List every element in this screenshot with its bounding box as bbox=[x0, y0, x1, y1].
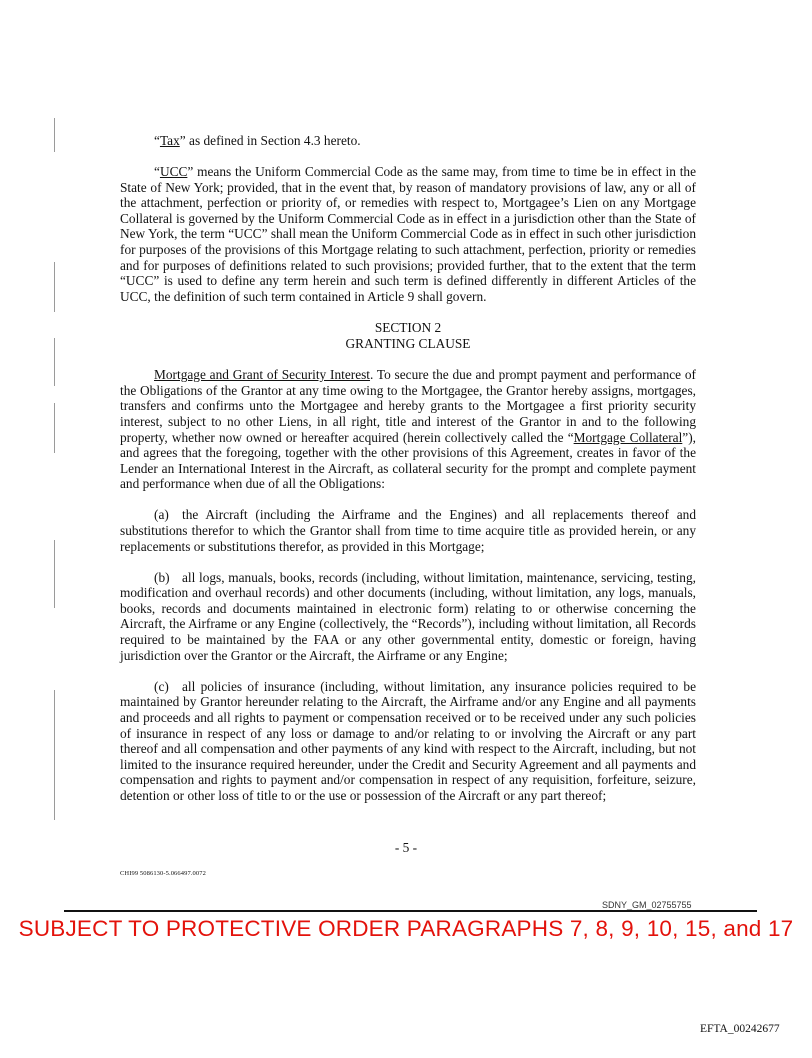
item-label: (b) bbox=[154, 569, 170, 585]
protective-order-banner: SUBJECT TO PROTECTIVE ORDER PARAGRAPHS 7, 8, 9, 10, 15, and 17 bbox=[18, 916, 794, 941]
item-text: all policies of insurance (including, without limitation, any insurance policies required to be maintained by Grantor hereunder relating to the Aircraft, the Airframe and/or any Engine and all payments and proceeds and all rights to payment or compensation received or to be received under any such policies of insurance in respect of any loss or damage to and/or relating to or involving the Aircraft or any part thereof and all compensation and other payments of any kind with respect to the Aircraft, including, but not limited to the insurance required hereunder, under the Credit and Security Agreement and all payments and compensation and rights to payment and/or compensation in respect of any requisition, forfeiture, seizure, detention or other loss of title to or the use or possession of the Aircraft or any part thereof; bbox=[120, 678, 696, 803]
revision-bar bbox=[54, 262, 55, 312]
revision-bar bbox=[54, 338, 55, 386]
section-heading bbox=[120, 320, 696, 351]
defined-term: Mortgage Collateral bbox=[573, 429, 683, 445]
document-id: CHI99 5086130-5.066497.0072 bbox=[120, 870, 206, 877]
revision-bar bbox=[54, 118, 55, 152]
bates-number: SDNY_GM_02755755 bbox=[602, 900, 692, 910]
revision-bar bbox=[54, 690, 55, 820]
revision-bar bbox=[54, 540, 55, 608]
section-number: SECTION 2 bbox=[374, 319, 442, 335]
footer-rule bbox=[64, 910, 757, 912]
efta-number: EFTA_00242677 bbox=[700, 1023, 780, 1035]
collateral-item bbox=[120, 679, 696, 804]
item-text: all logs, manuals, books, records (including, without limitation, maintenance, servicing, testing, modification and overhaul records) and other documents (including, without limitation, any logs, manuals, books, records and documents maintained in electronic form) relating to or otherwise concerning the Aircraft, the Airframe or any Engine (collectively, the “Records”), including without limitation, all Records required to be maintained by the FAA or any other governmental entity, domestic or foreign, having jurisdiction over the Grantor or the Aircraft, the Airframe or any Engine; bbox=[120, 569, 696, 663]
item-text: the Aircraft (including the Airframe and the Engines) and all replacements thereof and substitutions therefor to which the Grantor shall from time to time acquire title as provided herein, or any replacements or substitutions therefor, as provided in this Mortgage; bbox=[120, 507, 696, 554]
collateral-item bbox=[120, 570, 696, 664]
collateral-item bbox=[120, 507, 696, 554]
defined-term: Tax bbox=[159, 133, 180, 148]
section-title: GRANTING CLAUSE bbox=[345, 335, 471, 351]
page-number: - 5 - bbox=[394, 840, 418, 855]
item-label: (c) bbox=[154, 678, 169, 694]
ucc-definition: “UCC” means the Uniform Commercial Code as the same may, from time to time be in effect in the State of New York; provided, that in the event that, by reason of mandatory provisions of law, any or all of the attachment, perfection or priority of, or remedies with respect to, Mortgagee’s Lien on any Mortgage Collateral is governed by the Uniform Commercial Code as in effect in a jurisdiction other than the State of New York, the term “UCC” shall mean the Uniform Commercial Code as in effect in such other jurisdiction for purposes of the provisions of this Mortgage relating to such attachment, perfection, priority or remedies and for purposes of definitions related to such provisions; provided further, that to the extent that the term “UCC” is used to define any term herein and such term is defined differently in different Articles of the UCC, the definition of such term contained in Article 9 shall govern. bbox=[120, 164, 697, 304]
tax-definition: “Tax” as defined in Section 4.3 hereto. bbox=[154, 133, 361, 148]
document-body bbox=[120, 133, 696, 819]
paragraph-heading: Mortgage and Grant of Security Interest bbox=[154, 367, 371, 383]
revision-bar bbox=[54, 403, 55, 453]
defined-term: UCC bbox=[159, 164, 188, 180]
item-label: (a) bbox=[154, 507, 169, 523]
granting-paragraph: Mortgage and Grant of Security Interest. To secure the due and prompt payment and performance of the Obligations of the Grantor at any time owing to the Mortgagee, the Grantor hereby assigns, mortgages, transfers and confirms unto the Mortgagee and hereby grants to the Mortgagee a first priority security interest, subject to no other Liens, in all right, title and interest of the Grantor in and to the following property, whether now owned or hereafter acquired (herein collectively called the “Mortgage Collateral”), and agrees that the foregoing, together with the other provisions of this Agreement, creates in favor of the Lender an International Interest in the Aircraft, as collateral security for the prompt and complete payment and performance when due of all the Obligations: bbox=[120, 367, 696, 492]
